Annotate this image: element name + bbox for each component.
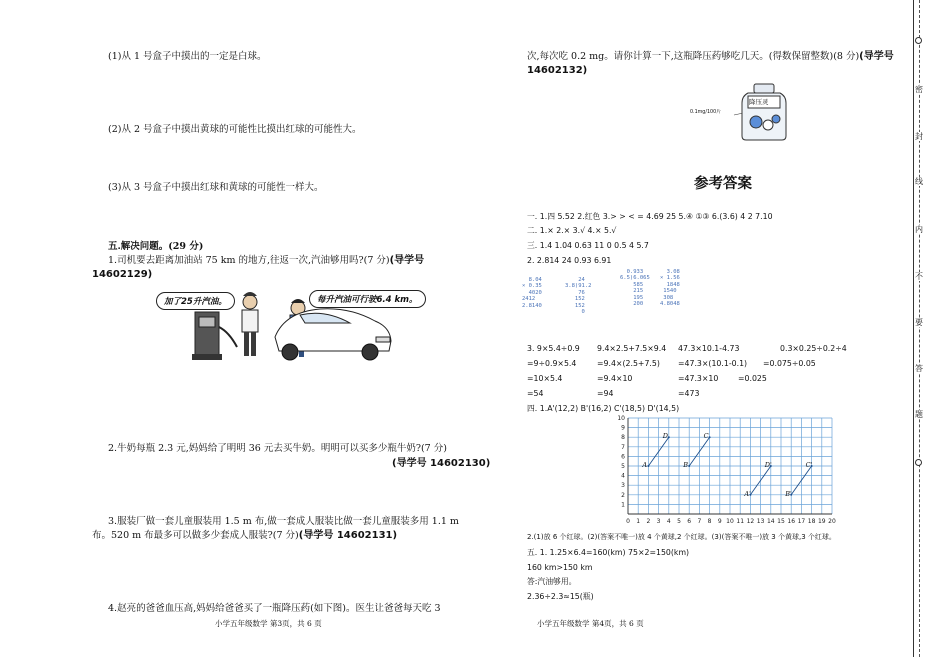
right-page-footer: 小学五年级数学 第4页，共 6 页 <box>537 619 644 628</box>
x-tick-label: 10 <box>726 518 734 525</box>
point-label-A: A <box>642 461 648 469</box>
left-page-footer: 小学五年级数学 第3页，共 6 页 <box>215 619 322 628</box>
vertical-calc-2: 24 3.8)91.2 76 152 152 0 <box>565 277 592 316</box>
answer-part-3-2: 2. 2.814 24 0.93 6.91 <box>527 256 612 265</box>
binding-edge-line <box>913 0 914 657</box>
problem-4-guide: 14602132) <box>527 65 588 76</box>
calc-4-step-3: =0.025 <box>738 374 767 383</box>
calc-2-step-3: =9.4×10 <box>597 374 633 383</box>
x-tick-label: 3 <box>656 518 661 525</box>
x-tick-label: 7 <box>697 518 702 525</box>
x-tick-label: 4 <box>666 518 671 525</box>
seal-char-8: 题 <box>915 410 923 419</box>
question-3: (3)从 3 号盒子中摸出红球和黄球的可能性一样大。 <box>108 182 324 193</box>
calc-4-step-1: 0.3×0.25÷0.2÷4 <box>780 344 847 353</box>
bottle-note: 0.1mg/100片 <box>690 110 721 115</box>
bottle-label: 降压灵 <box>749 98 769 106</box>
point-label-B: B <box>683 461 688 469</box>
question-1: (1)从 1 号盒子中摸出的一定是白球。 <box>108 51 267 62</box>
x-tick-label: 20 <box>828 518 836 525</box>
answer-part-4-2: 2.(1)放 6 个红球。(2)(答案不唯一)放 4 个黄球,2 个红球。(3)(答案不唯一)放 3 个黄球,3 个红球。 <box>527 533 836 541</box>
answers-title: 参考答案 <box>694 176 752 192</box>
problem-2-guide: (导学号 14602130) <box>392 458 491 469</box>
seal-char-4: 内 <box>915 225 923 234</box>
y-tick-label: 7 <box>621 443 625 451</box>
coordinate-grid-chart <box>616 412 838 526</box>
x-tick-label: 5 <box>677 518 681 525</box>
calc-1-step-4: =54 <box>527 389 544 398</box>
calc-2-step-2: =9.4×(2.5+7.5) <box>597 359 660 368</box>
problem-1-text: 1.司机要去距离加油站 75 km 的地方,往返一次,汽油够用吗?(7 分)(导学号 <box>108 255 425 266</box>
point-D <box>668 436 670 438</box>
calc-1-step-2: =9÷0.9×5.4 <box>527 359 577 368</box>
seal-char-7: 答 <box>915 364 923 373</box>
answer-part-3: 三. 1.4 1.04 0.63 11 0 0.5 4 5.7 <box>527 241 649 250</box>
x-tick-label: 14 <box>766 518 775 525</box>
driver-figure <box>243 295 257 309</box>
calc-1-step-3: =10×5.4 <box>527 374 563 383</box>
x-tick-label: 16 <box>787 518 796 525</box>
answer-part-5-2: 160 km>150 km <box>527 563 593 572</box>
seal-char-1: 密 <box>915 85 923 94</box>
speech-bubble-mileage: 每升汽油可行驶6.4 km。 <box>309 290 426 308</box>
point-A <box>647 465 649 467</box>
x-tick-label: 2 <box>646 518 651 525</box>
x-tick-label: 13 <box>756 518 765 525</box>
seal-char-5: 不 <box>915 272 923 281</box>
point-label-D: D <box>662 432 669 441</box>
seal-char-2: 封 <box>915 132 923 141</box>
problem-1-guide: 14602129) <box>92 269 153 280</box>
problem-4-text: 4.赵亮的爸爸血压高,妈妈给爸爸买了一瓶降压药(如下图)。医生让爸爸每天吃 3 <box>108 603 441 614</box>
point-label-D': D' <box>764 461 772 469</box>
point-label-A': A' <box>744 489 751 498</box>
point-label-B': B' <box>785 489 792 498</box>
x-tick-label: 9 <box>717 518 722 525</box>
y-tick-label: 1 <box>621 501 625 509</box>
x-tick-label: 1 <box>636 518 641 525</box>
x-tick-label: 18 <box>807 518 816 525</box>
calc-3-step-2: =47.3×(10.1-0.1) <box>678 359 748 368</box>
calc-3-step-4: =473 <box>678 389 700 398</box>
problem-2-text: 2.牛奶每瓶 2.3 元,妈妈给了明明 36 元去买牛奶。明明可以买多少瓶牛奶?(7 分) <box>108 443 447 454</box>
x-tick-label: 12 <box>746 518 755 525</box>
x-tick-label: 6 <box>687 518 692 525</box>
x-tick-label: 19 <box>817 518 826 525</box>
y-tick-label: 2 <box>621 491 625 499</box>
point-C <box>709 436 711 438</box>
y-tick-label: 9 <box>621 424 625 432</box>
vertical-calc-4: 3.08 × 1.56 1848 1540 308 4.8048 <box>660 269 680 308</box>
binding-hole-top <box>915 37 922 44</box>
calc-3-step-3: =47.3×10 <box>678 374 719 383</box>
answer-part-1: 一. 1.四 5.52 2.红色 3.> > < = 4.69 25 5.④ ①③ 6.(3.6) 4 2 7.10 <box>527 212 773 221</box>
speech-bubble-fuel: 加了25升汽油。 <box>156 292 235 310</box>
x-tick-label: 0 <box>626 518 630 525</box>
point-B <box>688 465 690 467</box>
seal-char-3: 线 <box>915 177 923 186</box>
y-tick-label: 5 <box>621 463 625 470</box>
problem-3-text-2: 布。520 m 布最多可以做多少套成人服装?(7 分)(导学号 14602131) <box>92 530 398 541</box>
point-label-C': C' <box>805 461 813 469</box>
question-2: (2)从 2 号盒子中摸出黄球的可能性比摸出红球的可能性大。 <box>108 124 362 135</box>
vertical-calc-1: 8.04 × 0.35 4020 2412 2.8140 <box>522 277 542 309</box>
answer-part-2: 二. 1.× 2.× 3.√ 4.× 5.√ <box>527 226 617 235</box>
answer-part-5-4: 2.36÷2.3≈15(瓶) <box>527 592 594 601</box>
y-tick-label: 8 <box>621 434 625 442</box>
vertical-calc-3: 0.933 6.5)6.065 585 215 195 200 <box>620 269 650 308</box>
answer-part-5-1: 五. 1. 1.25×6.4=160(km) 75×2=150(km) <box>527 548 690 557</box>
problem-3-text-1: 3.服装厂做一套儿童服装用 1.5 m 布,做一套成人服装比做一套儿童服装多用 1.1 m <box>108 516 459 527</box>
answer-part-4: 四. 1.A'(12,2) B'(16,2) C'(18,5) D'(14,5) <box>527 404 680 413</box>
y-tick-label: 10 <box>617 415 625 422</box>
calc-4-step-2: =0.075÷0.05 <box>763 359 816 368</box>
y-tick-label: 6 <box>621 453 625 461</box>
calc-2-step-1: 9.4×2.5+7.5×9.4 <box>597 344 667 353</box>
binding-hole-bottom <box>915 459 922 466</box>
calc-2-step-4: =94 <box>597 389 614 398</box>
calc-3-step-1: 47.3×10.1-4.73 <box>678 344 740 353</box>
y-tick-label: 3 <box>621 482 625 490</box>
x-tick-label: 8 <box>707 518 712 525</box>
x-tick-label: 11 <box>736 518 745 525</box>
x-tick-label: 17 <box>797 518 806 525</box>
answer-part-5-3: 答:汽油够用。 <box>527 577 577 586</box>
calc-1-step-1: 3. 9×5.4÷0.9 <box>527 344 580 353</box>
x-tick-label: 15 <box>777 518 785 525</box>
problem-4-continued: 次,每次吃 0.2 mg。请你计算一下,这瓶降压药够吃几天。(得数保留整数)(8 分)(导学号 <box>527 51 894 62</box>
seal-dashed-line <box>919 0 920 657</box>
seal-char-6: 要 <box>915 318 923 327</box>
point-label-C: C <box>703 432 709 441</box>
section-5-title: 五.解决问题。(29 分) <box>108 241 204 252</box>
y-tick-label: 4 <box>621 472 625 480</box>
